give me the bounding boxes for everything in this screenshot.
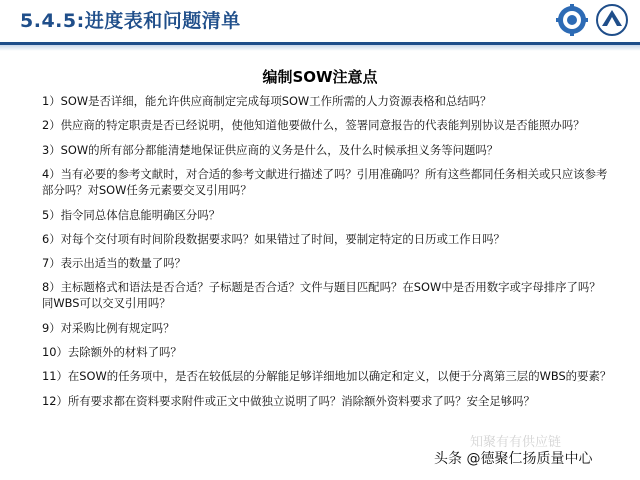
checklist [42, 93, 612, 417]
page-title: 5.4.5:进度表和问题清单 [20, 10, 241, 32]
list-item: 2）供应商的特定职责是否已经说明，使他知道他要做什么，签署同意报告的代表能判别协议是否能照办吗？ [42, 118, 585, 132]
list-item: 5）指令同总体信息能明确区分吗？ [42, 208, 221, 222]
list-item: 3）SOW的所有部分都能清楚地保证供应商的义务是什么，及什么时候承担义务等问题吗？ [42, 143, 499, 157]
list-item: 6）对每个交付项有时间阶段数据要求吗？如果错过了时间，要制定特定的日历或工作日吗？ [42, 232, 505, 246]
source-credit: 头条 @德聚仁扬质量中心 [434, 451, 593, 467]
list-item: 7）表示出适当的数量了吗？ [42, 256, 186, 270]
list-item: 9）对采购比例有规定吗？ [42, 321, 175, 335]
list-item: 8）主标题格式和语法是否合适？子标题是否合适？文件与题目匹配吗？在SOW中是否用数字或字母排序了吗？同WBS可以交叉引用吗？ [42, 280, 601, 310]
header-shadow [0, 45, 640, 51]
list-item: 1）SOW是否详细，能允许供应商制定完成每项SOW工作所需的人力资源表格和总结吗？ [42, 94, 492, 108]
list-item: 12）所有要求都在资料要求附件或正文中做独立说明了吗？消除额外资料要求了吗？安全足够吗？ [42, 394, 535, 408]
list-item: 10）去除额外的材料了吗？ [42, 345, 182, 359]
company-logo-gear-icon [556, 4, 588, 36]
header-bar [0, 0, 640, 44]
watermark-text: 知聚有有供应链 [470, 435, 562, 450]
list-item: 4）当有必要的参考文献时，对合适的参考文献进行描述了吗？引用准确吗？所有这些都同任务相关或只应该参考部分吗？对SOW任务元素要交叉引用吗？ [42, 167, 608, 197]
list-item: 11）在SOW的任务项中，是否在较低层的分解能足够详细地加以确定和定义，以便于分离第三层的WBS的要素？ [42, 369, 612, 383]
company-logo-emblem-icon [596, 4, 628, 36]
section-heading: 编制SOW注意点 [262, 68, 378, 86]
